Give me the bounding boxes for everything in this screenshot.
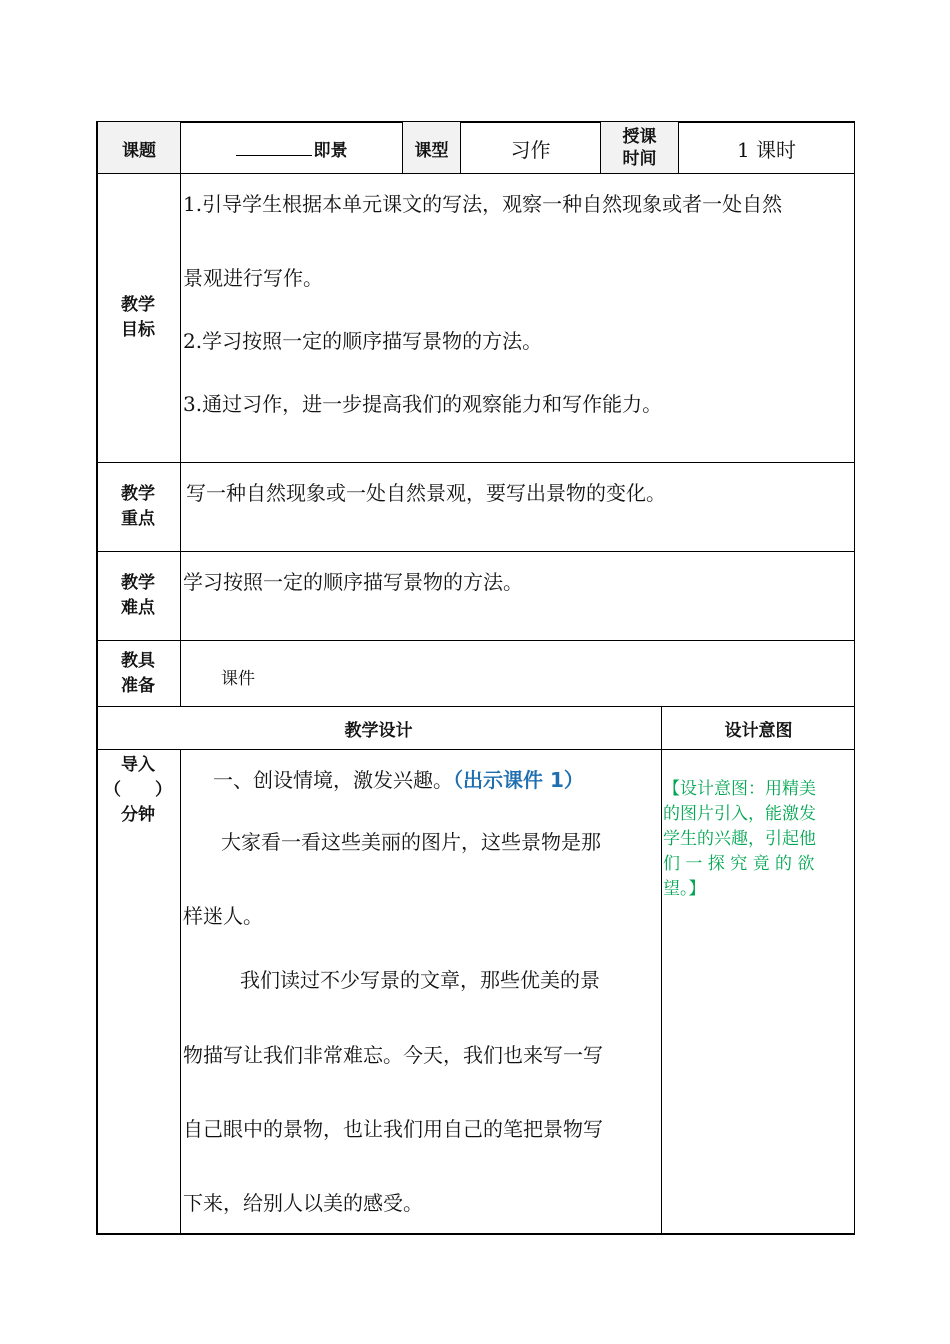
topic-value: 即景	[236, 136, 348, 161]
time-label-2: 时间	[622, 149, 657, 169]
time-value-cell	[679, 122, 854, 174]
objectives-label-2: 目标	[121, 320, 155, 340]
key-points-text: 写一种自然现象或一处自然景观，要写出景物的变化。	[186, 481, 666, 505]
intro-label-3: 分钟	[121, 805, 155, 825]
objectives-label-1: 教学	[121, 295, 155, 315]
row-divider	[96, 173, 855, 174]
intro-label-1: 导入	[121, 755, 155, 775]
intro-p2-line-3: 自己眼中的景物，也让我们用自己的笔把景物写	[183, 1117, 603, 1141]
intro-step-1: 一、创设情境，激发兴趣。（出示课件 1）	[213, 768, 584, 792]
topic-blank	[236, 141, 312, 156]
tools-label-1: 教具	[121, 651, 155, 671]
design-intent-line-3: 学生的兴趣，引起他	[663, 829, 816, 849]
design-intent-line-5: 望。】	[663, 879, 706, 899]
row-divider	[96, 749, 855, 750]
row-divider	[96, 640, 855, 641]
design-header-right: 设计意图	[724, 720, 793, 741]
difficulties-label-2: 难点	[121, 598, 155, 618]
difficulties-label-cell	[96, 552, 181, 640]
topic-label: 课题	[122, 140, 156, 161]
design-header-left: 教学设计	[96, 707, 662, 749]
objective-line-2: 景观进行写作。	[183, 266, 323, 290]
intro-label-2: （ ）	[104, 780, 172, 800]
key-points-label-cell	[96, 463, 181, 551]
key-points-label-1: 教学	[121, 484, 155, 504]
courseware-link: （出示课件 1）	[453, 768, 584, 792]
topic-value-cell	[181, 122, 403, 174]
type-value-cell	[461, 122, 601, 174]
objective-line-1: 1.引导学生根据本单元课文的写法，观察一种自然现象或者一处自然	[183, 192, 783, 216]
intro-p1-line-1: 大家看一看这些美丽的图片，这些景物是那	[221, 830, 601, 854]
time-label-cell	[601, 122, 679, 174]
difficulties-label-1: 教学	[121, 573, 155, 593]
tools-label-cell	[96, 641, 181, 707]
type-label: 课型	[414, 140, 449, 161]
design-intent-line-2: 的图片引入，能激发	[663, 804, 816, 824]
intro-p1-line-2: 样迷人。	[183, 904, 263, 928]
intro-p2-line-1: 我们读过不少写景的文章，那些优美的景	[240, 968, 600, 992]
time-label-1: 授课	[622, 127, 657, 147]
objectives-label-cell	[96, 174, 181, 462]
key-points-label-2: 重点	[121, 509, 155, 529]
design-intent-note	[663, 777, 853, 902]
objective-line-4: 3.通过习作，进一步提高我们的观察能力和写作能力。	[183, 392, 663, 416]
type-label-cell	[403, 122, 461, 174]
row-divider	[96, 551, 855, 552]
objective-line-3: 2.学习按照一定的顺序描写景物的方法。	[183, 329, 543, 353]
intro-label-cell	[96, 750, 181, 1234]
type-value: 习作	[510, 137, 551, 162]
time-value: 1 课时	[736, 137, 797, 162]
design-intent-line-1: 【设计意图：用精美	[663, 779, 816, 799]
topic-label-cell	[98, 122, 181, 174]
tools-label-2: 准备	[121, 676, 155, 696]
difficulties-text: 学习按照一定的顺序描写景物的方法。	[183, 570, 523, 594]
intro-p2-line-4: 下来，给别人以美的感受。	[183, 1191, 423, 1215]
row-divider	[96, 462, 855, 463]
tools-text: 课件	[221, 669, 255, 689]
intro-p2-line-2: 物描写让我们非常难忘。今天，我们也来写一写	[183, 1043, 603, 1067]
design-intent-line-4: 们 一 探 究 竟 的 欲	[663, 854, 815, 874]
